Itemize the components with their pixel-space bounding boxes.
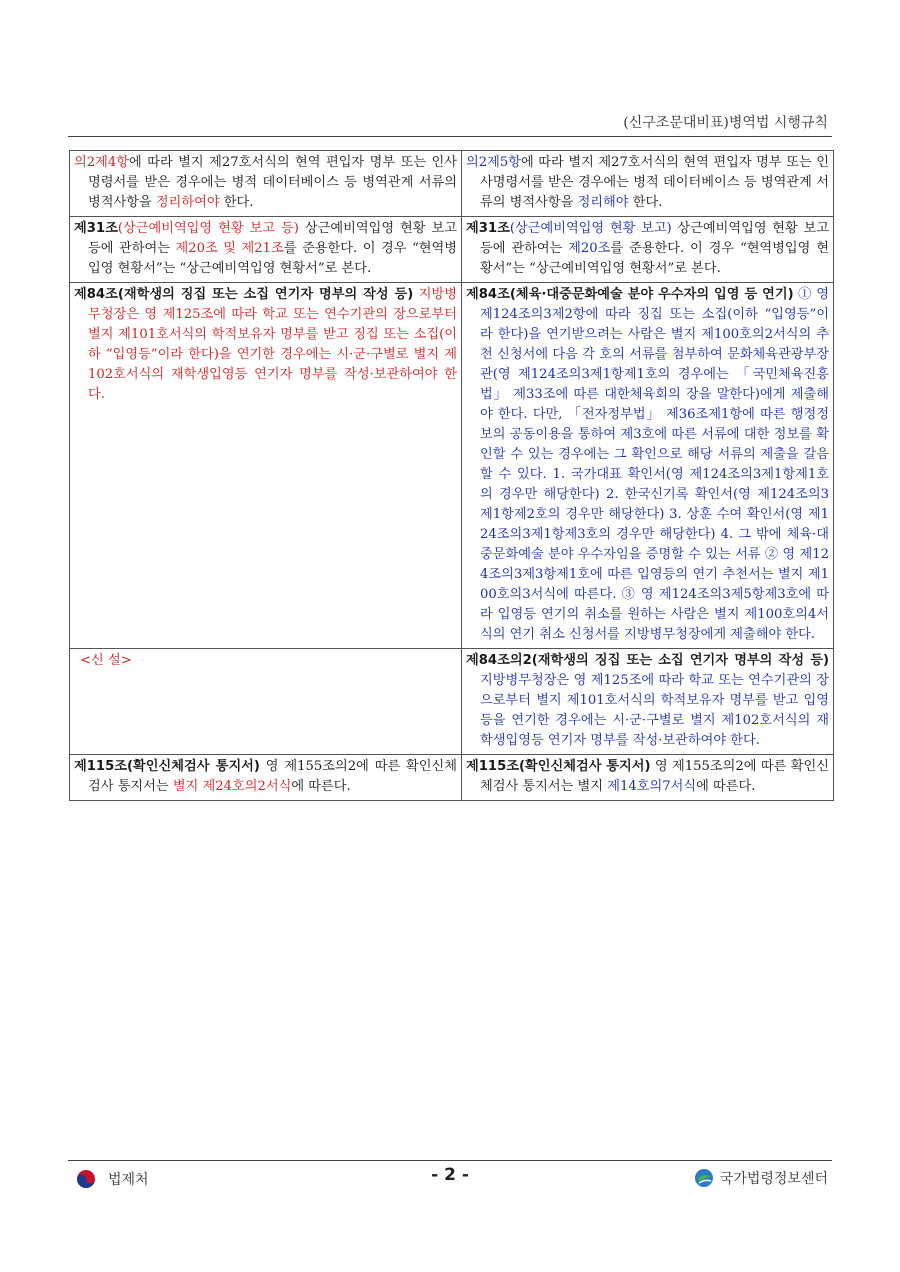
provision-text: 를 준용한다. 이 경우 “현역병입영 현황서”는 “상근예비역입영 현황서”로 본다. (480, 241, 829, 276)
changed-text: 지방병무청장은 영 제125조에 따라 학교 또는 연수기관의 장으로부터 별지 제101호서식의 학적보유자 명부를 받고 징집 또는 소집(이하 “입영등”이라 한다)을 연기한 경우에는 시·군·구별로 별지 제102호서식의 재학생입영등 연기자 명부를 작성·보관하여야 한다. (88, 287, 457, 402)
old-provision-cell (70, 217, 462, 283)
changed-text: ① 영 제124조의3제2항에 따라 징집 또는 소집(이하 “입영등”이라 한다)을 연기받으려는 사람은 별지 제100호의2서식의 추천 신청서에 다음 각 호의 서류를 첨부하여 문화체육관광부장관(영 제124조의3제1항제1호의 경우에는 「국민체육진흥법」 제33조에 따른 대한체육회의 장을 말한다)에게 제출해야 한다. 다만, 「전자정부법」 제36조제1항에 따른 행정정보의 공동이용을 통하여 제3호에 따른 서류에 대한 정보를 확인할 수 있는 경우에는 그 확인으로 해당 서류의 제출을 갈음할 수 있다. 1. 국가대표 확인서(영 제124조의3제1항제1호의 경우만 해당한다) 2. 한국신기록 확인서(영 제124조의3제1항제2호의 경우만 해당한다) 3. 상훈 수여 확인서(영 제124조의3제1항제3호의 경우만 해당한다) 4. 그 밖에 체육·대중문화예술 분야 우수자임을 증명할 수 있는 서류 ② 영 제124조의3제3항제1호에 따른 입영등의 연기 추천서는 별지 제100호의3서식에 따른다. ③ 영 제124조의3제5항제3호에 따라 입영등 연기의 취소를 원하는 사람은 별지 제100호의4서식의 연기 취소 신청서를 지방병무청장에게 제출해야 한다. (480, 287, 829, 642)
page-header-title: (신구조문대비표)병역법 시행규칙 (623, 115, 828, 131)
new-provision-marker: <신 설> (80, 653, 132, 668)
table-row (70, 217, 834, 283)
header-divider (68, 136, 832, 137)
provision-text: 한다. (628, 195, 663, 210)
provision-text: 에 따라 별지 제27호서식의 현역 편입자 명부 또는 인사명령서를 받은 경우에는 병적 데이터베이스 등 병역관계 서류의 병적사항을 (480, 155, 829, 210)
changed-text: 정리해야 (577, 195, 629, 210)
provision-text: 영 제155조의2에 따른 확인신체검사 통지서는 (88, 759, 457, 794)
article-title: 제115조(확인신체검사 통지서) (466, 759, 651, 774)
old-provision-cell (70, 649, 462, 755)
changed-text: 별지 제24호의2서식 (172, 779, 292, 794)
old-provision-cell (70, 755, 462, 801)
provision-text: 영 제155조의2에 따른 확인신체검사 통지서는 별지 (480, 759, 829, 794)
article-title: 제84조(체육·대중문화예술 분야 우수자의 입영 등 연기) (466, 287, 794, 302)
comparison-table (69, 150, 834, 801)
provision-text: 에 따라 별지 제27호서식의 현역 편입자 명부 또는 인사명령서를 받은 경우에는 병적 데이터베이스 등 병역관계 서류의 병적사항을 (88, 155, 457, 210)
changed-text: 지방병무청장은 영 제125조에 따라 학교 또는 연수기관의 장으로부터 별지 제101호서식의 학적보유자 명부를 받고 입영등을 연기한 경우에는 시·군·구별로 별지 제102호서식의 재학생입영등 연기자 명부를 작성·보관하여야 한다. (480, 673, 829, 748)
changed-text: 정리하여야 (155, 195, 220, 210)
footer-left-label: 법제처 (108, 1172, 149, 1188)
article-title: 제84조의2(재학생의 징집 또는 소집 연기자 명부의 작성 등) (466, 653, 829, 668)
page-number: - 2 - (431, 1165, 469, 1185)
changed-text: 제20조 및 제21조 (175, 241, 284, 256)
table-row (70, 649, 834, 755)
changed-text: 제20조 (568, 241, 611, 256)
new-provision-cell (462, 217, 834, 283)
provision-text: 상근예비역입영 현황 보고 등에 관하여는 (88, 221, 457, 256)
changed-text: 의2제4항 (74, 155, 129, 170)
changed-text: (상근예비역입영 현황 보고) (509, 221, 672, 236)
provision-text: 에 따른다. (291, 779, 351, 794)
new-provision-cell (462, 649, 834, 755)
provision-text: 를 준용한다. 이 경우 “현역병입영 현황서”는 “상근예비역입영 현황서”로 본다. (88, 241, 457, 276)
new-provision-cell (462, 755, 834, 801)
table-row (70, 283, 834, 649)
old-provision-cell (70, 283, 462, 649)
footer-right (694, 1168, 828, 1188)
article-number: 제31조 (466, 221, 510, 236)
globe-logo-icon (694, 1168, 714, 1188)
provision-text: 한다. (219, 195, 254, 210)
old-provision-cell (70, 151, 462, 217)
footer-right-label: 국가법령정보센터 (719, 1171, 828, 1187)
article-title: 제115조(확인신체검사 통지서) (74, 759, 260, 774)
provision-text: 상근예비역입영 현황 보고 등에 관하여는 (480, 221, 829, 256)
changed-text: (상근예비역입영 현황 보고 등) (117, 221, 299, 236)
changed-text: 제14호의7서식 (607, 779, 697, 794)
table-row (70, 151, 834, 217)
table-row (70, 755, 834, 801)
article-number: 제31조 (74, 221, 118, 236)
provision-text: 에 따른다. (696, 779, 756, 794)
article-title: 제84조(재학생의 징집 또는 소집 연기자 명부의 작성 등) (74, 287, 414, 302)
footer-divider (68, 1160, 832, 1161)
new-provision-cell (462, 151, 834, 217)
new-provision-cell (462, 283, 834, 649)
changed-text: 의2제5항 (466, 155, 521, 170)
